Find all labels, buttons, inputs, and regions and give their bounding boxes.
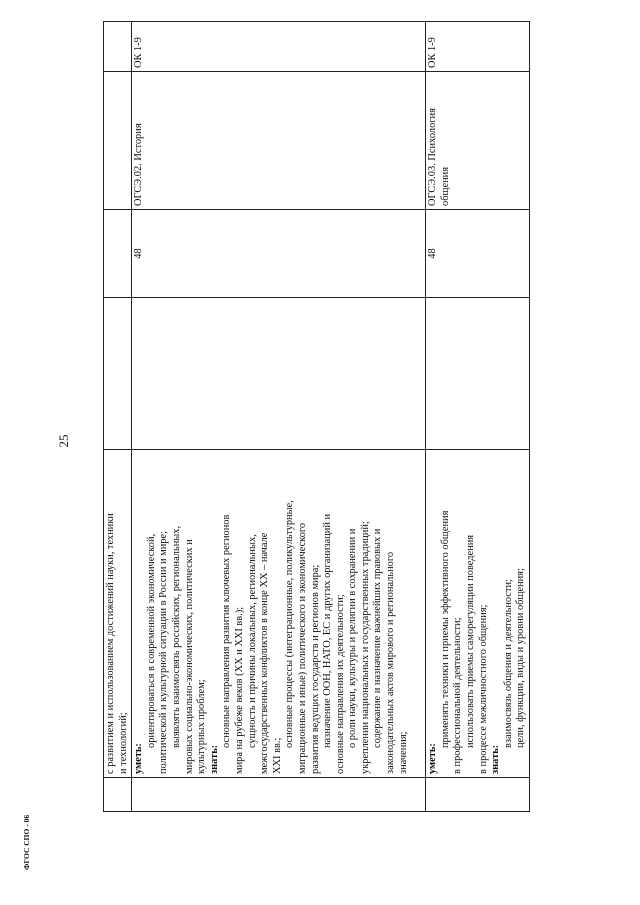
skills-line: культурных проблем; <box>196 679 208 774</box>
skills-line: XXI вв.; <box>271 737 283 774</box>
table-cell-discipline <box>104 72 132 210</box>
section-heading: знать: <box>490 744 502 774</box>
skills-line: в процессе межличностного общения; <box>477 604 489 774</box>
skills-line: содержание и назначение важнейших правовых и <box>372 528 384 748</box>
table-cell-empty <box>132 298 426 450</box>
rotated-page-content <box>103 22 527 812</box>
section-heading: уметь: <box>427 743 439 774</box>
table-cell-skills <box>132 450 426 778</box>
footer-code: ФГОС СПО - 06 <box>22 814 31 870</box>
skills-line: и технологий; <box>117 712 129 774</box>
section-heading: уметь: <box>133 743 145 774</box>
skills-line: политической и культурной ситуации в России и мире; <box>158 530 170 774</box>
table-cell-empty <box>104 298 132 450</box>
table-cell-hours <box>104 210 132 298</box>
skills-line: применять техники и приемы эффективного общения <box>439 510 451 748</box>
skills-line: сущность и причины локальных, региональных, <box>246 534 258 748</box>
skills-line: значения; <box>397 731 409 774</box>
skills-line: с развитием и использованием достижений науки, техники <box>105 513 116 774</box>
table-cell-skills <box>426 450 530 778</box>
skills-line: в профессиональной деятельности; <box>452 617 464 774</box>
skills-line: взаимосвязь общения и деятельности; <box>502 579 514 748</box>
table-cell-discipline: ОГСЭ.02. История <box>132 72 426 210</box>
skills-line: цели, функции, виды и уровни общения; <box>515 568 527 748</box>
skills-line: основные процессы (интеграционные, поликультурные, <box>284 500 296 748</box>
table-cell-index <box>104 778 132 812</box>
skills-line: развития ведущих государств и регионов мира; <box>309 564 321 774</box>
table-cell-index <box>132 778 426 812</box>
curriculum-table <box>103 21 530 812</box>
skills-line: о роли науки, культуры и религии в сохранении и <box>347 528 359 748</box>
skills-line: назначение ООН, НАТО, ЕС и других организаций и <box>322 513 334 748</box>
skills-line: основные направления их деятельности; <box>334 594 346 774</box>
skills-line: миграционные и иные) политического и экономического <box>296 522 308 774</box>
table-cell-index <box>426 778 530 812</box>
table-row-psychology <box>426 22 530 812</box>
table-row-history <box>132 22 426 812</box>
table-cell-competence: ОК 1-9 <box>426 22 530 72</box>
skills-line: использовать приемы саморегуляции поведения <box>464 534 476 748</box>
skills-line: мира на рубеже веков (XX и XXI вв.); <box>233 606 245 774</box>
table-cell-competence: ОК 1-9 <box>132 22 426 72</box>
table-cell-skills <box>104 450 132 778</box>
skills-line: мировых социально-экономических, политических и <box>183 539 195 774</box>
skills-line: выявлять взаимосвязь российских, региональных, <box>170 525 182 748</box>
skills-line: ориентироваться в современной экономической, <box>145 533 157 748</box>
table-row-continuation <box>104 22 132 812</box>
table-cell-discipline: ОГСЭ.03. Психология общения <box>426 72 530 210</box>
table-cell-empty <box>426 298 530 450</box>
skills-line: основные направления развития ключевых регионов <box>221 514 233 748</box>
skills-line: укреплении национальных и государственных традиций; <box>359 521 371 774</box>
page-number: 25 <box>56 434 71 448</box>
skills-line: межгосударственных конфликтов в конце XX – начале <box>259 532 271 774</box>
section-heading: знать: <box>208 744 220 774</box>
table-cell-hours: 48 <box>132 210 426 298</box>
table-cell-competence <box>104 22 132 72</box>
skills-line: законодательных актов мирового и регионального <box>385 551 397 774</box>
table-cell-hours: 48 <box>426 210 530 298</box>
